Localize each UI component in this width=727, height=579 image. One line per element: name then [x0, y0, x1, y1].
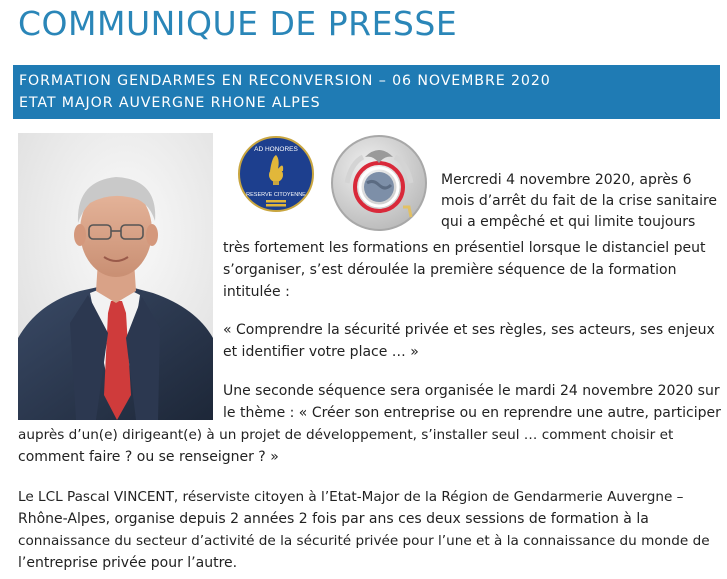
badge-bottom-text: RESERVE CITOYENNE: [246, 192, 306, 198]
subtitle-line-2: ETAT MAJOR AUVERGNE RHONE ALPES: [19, 95, 321, 111]
subtitle-line-1: FORMATION GENDARMES EN RECONVERSION – 06 NOVEMBRE 2020: [19, 73, 551, 89]
paragraph-second-session-line: le thème : « Créer son entreprise ou en reprendre une autre, participer: [223, 405, 721, 421]
paragraph-intro-line: s’organiser, s’est déroulée la première séquence de la formation: [223, 262, 677, 278]
quote-line: et identifier votre place … »: [223, 344, 419, 360]
portrait-photo: [18, 133, 213, 420]
paragraph-intro-line: qui a empêché et qui limite toujours: [441, 214, 696, 230]
subtitle-banner: [13, 65, 720, 119]
paragraph-intro-line: Mercredi 4 novembre 2020, après 6: [441, 172, 692, 188]
paragraph-intro-line: mois d’arrêt du fait de la crise sanitaire: [441, 193, 718, 209]
paragraph-reservist-line: Le LCL Pascal VINCENT, réserviste citoyen à l’Etat-Major de la Région de Gendarmerie Auvergne –: [18, 489, 684, 505]
reserve-emblem-badge: [329, 133, 429, 231]
paragraph-intro-line: intitulée :: [223, 284, 290, 300]
ad-honores-badge: [236, 135, 316, 213]
paragraph-reservist-line: connaissance du secteur d’activité de la sécurité privée pour l’une et à la connaissance du monde de: [18, 533, 710, 549]
paragraph-reservist-line: l’entreprise privée pour l’autre.: [18, 555, 238, 571]
paragraph-second-session-line: comment faire ? ou se renseigner ? »: [18, 449, 279, 465]
paragraph-reservist-line: Rhône-Alpes, organise depuis 2 années 2 fois par ans ces deux sessions de formation à la: [18, 511, 649, 527]
badge-top-text: AD HONORES: [254, 146, 298, 153]
paragraph-second-session-line: Une seconde séquence sera organisée le mardi 24 novembre 2020 sur: [223, 383, 720, 399]
page-title: COMMUNIQUE DE PRESSE: [18, 4, 458, 43]
paragraph-second-session-line: auprès d’un(e) dirigeant(e) à un projet de développement, s’installer seul … comment choisir et: [18, 427, 674, 443]
paragraph-intro-line: très fortement les formations en présentiel lorsque le distanciel peut: [223, 240, 706, 256]
quote-line: « Comprendre la sécurité privée et ses règles, ses acteurs, ses enjeux: [223, 322, 715, 338]
